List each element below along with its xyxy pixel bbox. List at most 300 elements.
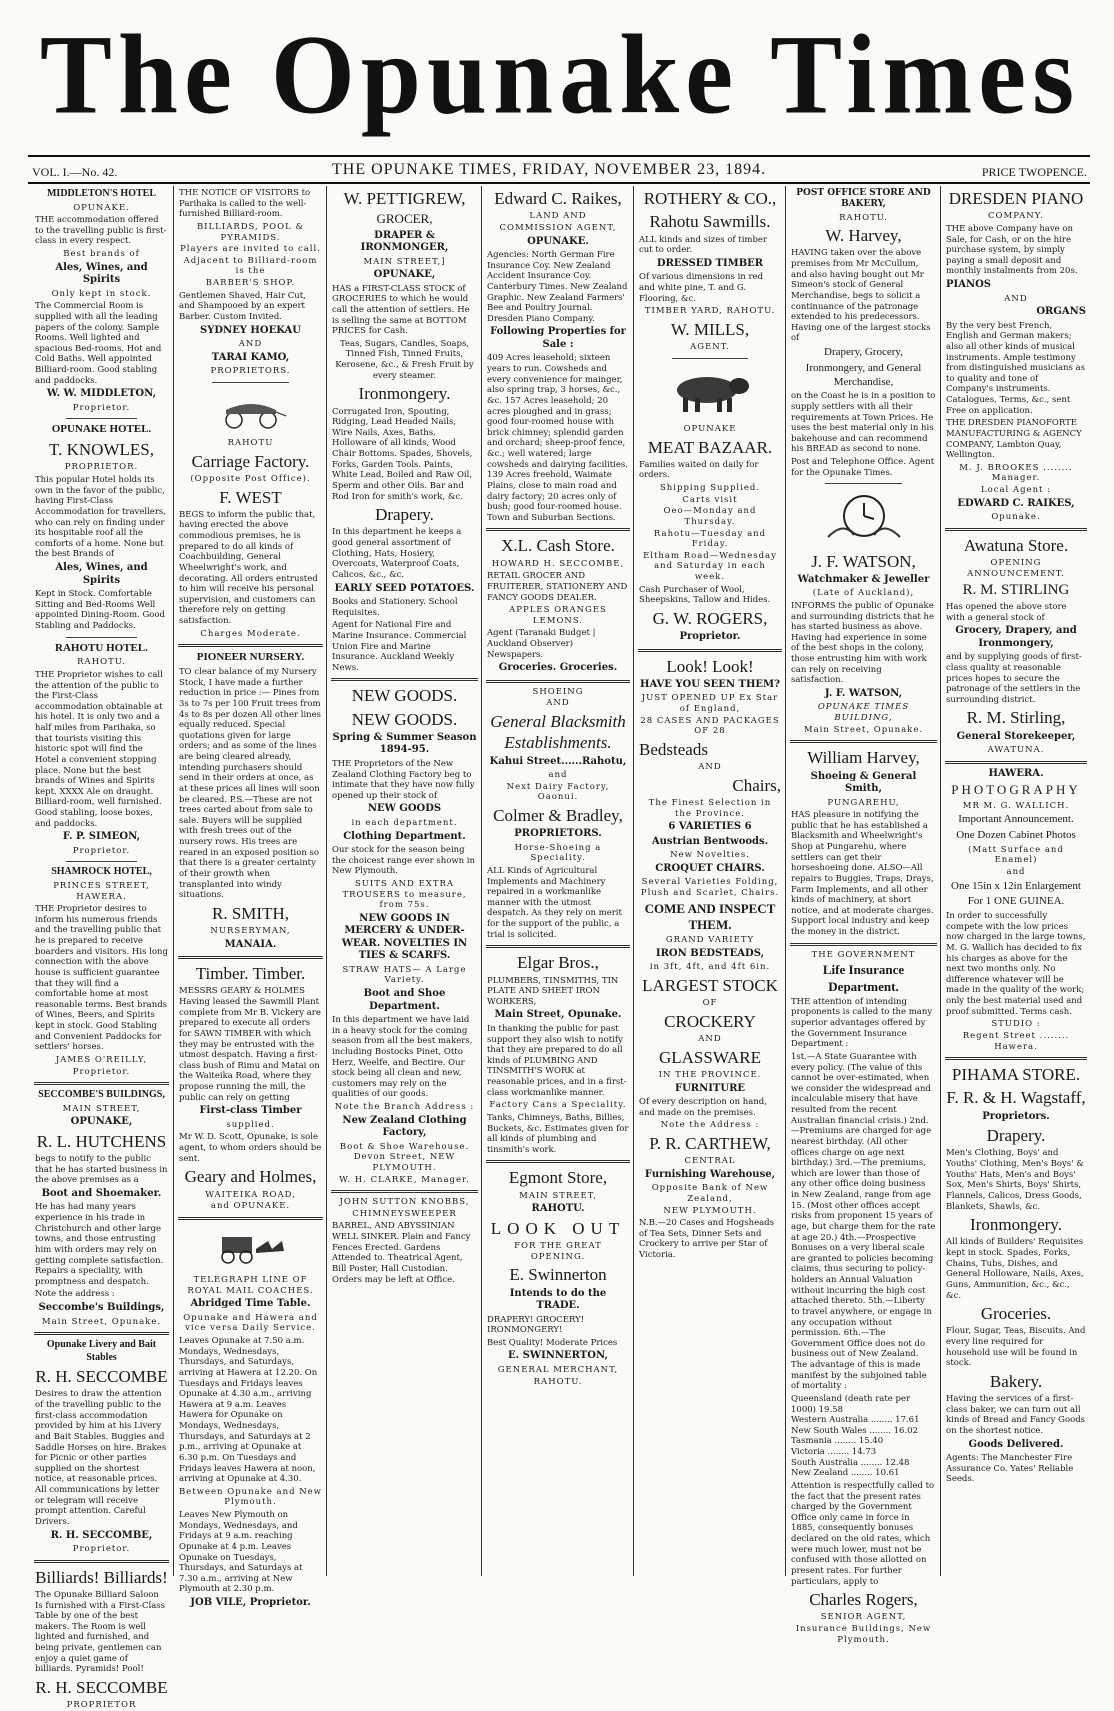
ad-text: CROCKERY (664, 1011, 756, 1031)
ad-subheading: LAND AND (529, 211, 587, 222)
ad-text: CENTRAL (684, 1156, 736, 1167)
ad-body: HAS a FIRST-CLASS STOCK of GROCERIES to which he would call the attention of settlers. He is selling the same at BOTTOM PRICES for Cash. (332, 283, 470, 337)
ad-text: Oeo—Monday and Thursday. (663, 506, 757, 527)
ad-body: THE Proprietors of the New Zealand Clothing Factory beg to intimate that they have now fully opened up their stock of (332, 758, 475, 801)
dateline-rule (28, 182, 1090, 184)
ad-text: and (1006, 866, 1026, 877)
ad-heading: PIONEER NURSERY. (196, 651, 305, 664)
ad-text: Local Agent : (980, 485, 1052, 495)
ad-body: Post and Telephone Office. Agent for the Opunake Times. (791, 457, 935, 478)
columns (30, 186, 1090, 1711)
ad-body: Books and Stationery. School Requisites. (332, 597, 458, 618)
ad-body: BARREL, AND ABYSSINIAN WELL SINKER. Plain and Fancy Fences Erected. Gardens Attended to. Theatrical Agent, Bill Poster, Hall Custodian. Orders may be left at Office. (332, 1221, 471, 1285)
ad-text: PROPRIETOR (66, 1700, 137, 1711)
ad-body: 409 Acres leasehold; sixteen years to run. Cowsheds and every convenience for mainger, also spring trap, 3 horses, &c., &c. 157 Acres leasehold; 20 acres ploughed and in grass; good four-roomed house with brick chimney; splendid garden and orchard; sheep-proof fence, &c.; well watered; large cowsheds and dairying facilities. 139 Acres freehold, Waimate Plains, close to main road and dairy factory; 20 acres only of bush; good four-roomed house. Town and Suburban Sections. (487, 353, 628, 523)
ad-subheading: COMPANY. (988, 211, 1044, 222)
ad-text: Boot & Shoe Warehouse. Devon Street, NEW PLYMOUTH. (339, 1141, 470, 1173)
issue-date: THE OPUNAKE TIMES, FRIDAY, NOVEMBER 23, 1894. (332, 161, 767, 178)
ad-elgar-bros (487, 952, 629, 1155)
ad-signature: EDWARD C. RAIKES, (957, 497, 1075, 509)
ad-heading: Bedsteads (639, 739, 708, 759)
ad-heading: NEW GOODS. (351, 709, 458, 729)
ad-subheading: RAHOTU. (77, 657, 126, 668)
ad-signature: E. SWINNERTON, (508, 1350, 608, 1362)
ad-meat-bazaar (639, 363, 781, 644)
ad-text: Best brands of (63, 249, 140, 259)
ad-heading: General Blacksmith Establishments. (490, 712, 626, 753)
ad-body: Leaves New Plymouth on Mondays, Wednesdays, and Fridays at 9 a.m. reaching Opunake at 4 p.m. Leaves Opunake on Tuesdays, Thursdays, and Saturdays at 7.30 a.m., arriving at New Plymouth at 2.30 p.m. (179, 1510, 303, 1595)
ad-text: M. J. BROOKES ........ Manager. (959, 462, 1073, 484)
ad-watson (791, 488, 936, 735)
ad-signature: W. H. CLARKE, Manager. (339, 1174, 470, 1185)
ad-heading: Chairs, (732, 775, 781, 795)
newspaper-title: The Opunake Times (39, 13, 1081, 138)
ad-pioneer-nursery (179, 651, 322, 951)
divider (945, 528, 1087, 531)
ad-body: Tanks, Chimneys, Baths, Billies, Buckets, &c. Estimates given for all kinds of plumbing and tinsmith's work. (487, 1112, 629, 1155)
divider (638, 649, 782, 652)
ad-subheading: MAIN STREET, (62, 1103, 141, 1114)
ad-heading: OPUNAKE HOTEL. (51, 423, 152, 436)
column-5 (633, 186, 786, 1576)
ad-text: Proprietor. (72, 402, 131, 413)
ad-text: MANAIA. (224, 938, 277, 950)
clock-illustration (824, 491, 904, 541)
ad-signature: J. F. WATSON, (824, 687, 903, 699)
ad-name: W. PETTIGREW, (343, 189, 466, 208)
divider (331, 678, 478, 681)
ad-name: R. L. HUTCHENS (36, 1131, 167, 1151)
ad-shamrock-hotel (35, 866, 168, 1077)
divider (178, 1217, 323, 1220)
ad-subheading: HAWERA. (988, 767, 1044, 779)
mortality-row: New South Wales ........ 16.02 (791, 1425, 918, 1436)
ad-name: William Harvey, (807, 748, 920, 768)
ad-body: Mr W. D. Scott, Opunake, is sole agent, to whom orders should be sent. (179, 1132, 322, 1164)
ad-text: Players are invited to call. (180, 244, 321, 255)
ad-body: THE NOTICE OF VISITORS to Parihaka is called to the well-furnished Billiard-room. (179, 188, 311, 220)
ad-body: N.B.—20 Cases and Hogsheads of Tea Sets, Dinner Sets and Crockery to arrive per Star of Victoria. (639, 1218, 774, 1260)
column-3 (326, 186, 482, 1576)
ad-heading: MIDDLETON'S HOTEL (46, 188, 156, 199)
ad-text: Clothing Department. (343, 830, 466, 842)
ad-body: DRAPERY! GROCERY! IRONMONGERY! (487, 1314, 585, 1336)
ad-body: and by supplying goods of first-class quality at reasonable prices hopes to secure the patronage of the settlers in the surrounding district. (946, 652, 1082, 705)
ad-heading: Ironmongery. (358, 384, 451, 404)
ad-text: EARLY SEED POTATOES. (334, 582, 475, 594)
ad-text: Proprietor. (679, 631, 741, 643)
ad-subheading: OPUNAKE (683, 423, 737, 434)
ad-text: General Storekeeper, (956, 730, 1076, 742)
ad-body: In thanking the public for past support they also wish to notify that they are prepared to do all kinds of PLUMBING AND TINSMITH'S WORK at reasonable prices, and in a first-class workmanlike manner. (487, 1023, 627, 1098)
ad-text: and OPUNAKE. (210, 1201, 291, 1212)
coach-illustration (216, 1227, 286, 1267)
ad-name: T. KNOWLES, (49, 440, 154, 460)
ad-heading: Look! Look! (666, 656, 754, 676)
ad-body: Gentlemen Shaved, Hair Cut, and Shampooed by an expert Barber. Custom Invited. (179, 290, 306, 322)
ad-body: Attention is respectfully called to the fact that the present rates charged by the Government Office only came in force in 1885, consequently bonuses declared on the old rates, which were much lower, must not be confused with those allotted on present rates. For further particulars, apply to (791, 1480, 935, 1587)
divider (34, 1082, 169, 1085)
ad-signature: Geary and Holmes, (184, 1167, 317, 1187)
ad-text: Note the Address : (660, 1120, 760, 1131)
ad-carthew-furniture (639, 656, 781, 1261)
column-6 (785, 186, 941, 1645)
carriage-illustration (216, 390, 286, 430)
ad-subheading: CHIMNEYSWEEPER (352, 1208, 457, 1219)
ad-heading: Carriage Factory. (191, 451, 310, 471)
ad-text: SUITS AND EXTRA TROUSERS to measure, from 75s. (342, 878, 467, 911)
ad-text: CROQUET CHAIRS. (655, 862, 765, 874)
ad-body: Having the services of a first-class baker, we can turn out all kinds of Bread and Fancy Goods on the shortest notice. (946, 1394, 1086, 1436)
ad-body: PLUMBERS, TINSMITHS, TIN PLATE AND SHEET IRON WORKERS, (487, 975, 619, 1007)
ad-text: PROPRIETORS. (210, 366, 291, 377)
ad-body: Cash Purchaser of Wool, Sheepskins, Tallow and Hides. (639, 584, 771, 606)
ad-body: Agents: The Manchester Fire Assurance Co. Yates' Reliable Seeds. (946, 1453, 1074, 1485)
ad-signature: R. H. SECCOMBE (35, 1677, 168, 1697)
ad-body: Men's Clothing, Boys' and Youths' Clothing, Men's Boys' & Youths' Hats, Men's and Boys' Sox, Men's Shirts, Boys' Shirts, Flannels, Calicos, Dress Goods, Blankets, Shawls, &c. (946, 1148, 1084, 1212)
ad-heading: SECCOMBE'S BUILDINGS, (38, 1089, 165, 1101)
ad-text: OPUNAKE TIMES BUILDING, (817, 702, 910, 723)
ad-egmont-store (487, 1167, 629, 1387)
ad-heading: Following Properties for Sale : (490, 326, 626, 350)
price: PRICE TWOPENCE. (981, 165, 1087, 179)
divider (66, 637, 138, 638)
ad-subheading: RAHOTU (227, 438, 274, 448)
ad-text: LARGEST STOCK (642, 975, 778, 995)
ad-text: Charges Moderate. (200, 628, 301, 639)
ad-name: F. R. & H. Wagstaff, (946, 1088, 1086, 1108)
ad-text: Note the Branch Address : (334, 1102, 475, 1112)
ad-text: NEW GOODS IN MERCERY & UNDER-WEAR. NOVELTIES IN TIES & SCARFS. (341, 912, 468, 962)
ad-subheading: PROPRIETOR. (64, 462, 139, 473)
ad-subheading: RAHOTU. (531, 1203, 585, 1215)
divider (66, 861, 138, 862)
ad-subheading: (Opposite Post Office). (190, 473, 311, 484)
divider (212, 382, 289, 383)
ad-post-office-store (791, 188, 936, 478)
ad-text: 6 VARIETIES 6 (668, 821, 752, 833)
ad-heading: DRESDEN PIANO (948, 189, 1084, 208)
ad-text: Factory Cans a Speciality. (489, 1100, 627, 1111)
ad-new-goods (332, 685, 477, 1185)
ad-list: Teas, Sugars, Candles, Soaps, Tinned Fish, Tinned Fruits, Kerosene, &c., & Fresh Fruit by every steamer. (335, 338, 474, 381)
ad-subheading: GROCER, (376, 211, 433, 227)
ad-text: Seccombe's Buildings, (38, 1302, 165, 1313)
ad-heading: Timber. Timber. (195, 964, 306, 984)
ad-text: in 3ft, 4ft, and 4ft 6in. (649, 962, 771, 973)
ad-blacksmith (487, 687, 629, 941)
ad-body: HAVING taken over the above premises from Mr McCullum, and also having bought out Mr Simeon's stock of General Merchandise, begs to solicit a continuance of the patronage extended to his predecessors. Having one of the largest stocks of (791, 248, 931, 344)
ad-body: By the very best French, English and German makers; also all other kinds of musical instruments. Ample testimony from distinguished musicians as to quality and tone of Company's instruments. Catalogues, Terms, &c., sent Free on application. (946, 320, 1085, 416)
ad-subheading: Main Street, Opunake. (494, 1009, 622, 1021)
ad-text: AND (698, 762, 722, 773)
ad-body: He has had many years experience in his trade in Christchurch and other large towns, and those entrusting him with orders may rely on getting complete satisfaction. Repairs a speciality, with promptness and despatch. (35, 1202, 164, 1287)
ad-heading: Life Insurance Department. (822, 962, 905, 994)
ad-text: ORGANS (1036, 306, 1086, 318)
ad-body: THE above Company have on Sale, for Cash, or on the hire purchase system, by simply paying a small deposit and monthly instalments from 20s. (946, 223, 1078, 277)
ad-signature: TARAI KAMO, (211, 351, 290, 363)
ad-body: begs to notify to the public that he has started business in the above premises as a (35, 1154, 168, 1186)
ad-text: TIMBER YARD, RAHOTU. (644, 306, 776, 317)
ad-text: Proprietor. (72, 845, 131, 856)
ad-text: Main Street, Opunake. (803, 724, 924, 735)
ad-billiards (35, 1567, 168, 1711)
ad-text: Eltham Road—Wednesday and Saturday in each week. (643, 550, 777, 582)
ad-heading: X.L. Cash Store. (501, 536, 615, 556)
ad-heading: Abridged Time Table. (190, 1298, 311, 1310)
ad-subheading: MAIN STREET, (519, 1190, 597, 1201)
ad-text: and (548, 770, 568, 780)
ad-text: Ales, Wines, and Spirits (55, 562, 148, 586)
ad-text: Furnishing Warehouse, (644, 1168, 776, 1180)
ad-text: Note the address : (35, 1289, 115, 1300)
divider (178, 956, 323, 959)
ad-signature: F. P. SIMEON, (62, 831, 141, 843)
ad-heading: SHAMROCK HOTEL, (51, 866, 152, 878)
mortality-row: Western Australia ........ 17.61 (791, 1415, 920, 1426)
ad-signature: R. M. Stirling, (966, 708, 1066, 728)
ad-subheading: RAHOTU. (839, 212, 888, 223)
ad-body: Agent (Taranaki Budget | Auckland Observer) Newspapers. (487, 628, 596, 660)
ad-mail-coaches (179, 1224, 322, 1610)
ad-text: New Novelties. (670, 850, 750, 861)
ad-text: Several Varieties Folding, Plush and Scarlet, Chairs. (640, 877, 780, 898)
divider (66, 418, 138, 419)
ad-text: Ironmongery, and General Merchandise, (805, 361, 922, 388)
ad-body: Our stock for the season being the choicest range ever shown in New Plymouth. (332, 845, 475, 877)
ad-body: THE Proprietor desires to inform his numerous friends and the travelling public that he is prepared to receive boarders and visitors. His long connection with the above house is sufficient guarantee that they will find a comfortable home at most reasonable terms. Best brands of Wines, Beers, and Spirits kept in stock. Good Stabling and Convenient Paddocks for settlers' horses. (35, 904, 168, 1053)
ad-text: Grocery, Drapery, and Ironmongery, (955, 625, 1077, 649)
ad-heading: Opunake Livery and Bait Stables (46, 1339, 157, 1363)
ad-william-harvey (791, 747, 936, 937)
ad-signature: PROPRIETORS. (514, 828, 602, 840)
ad-subheading: COMMISSION AGENT, (499, 222, 617, 233)
ad-subheading: DRAPER & IRONMONGER, (360, 229, 449, 253)
ad-text: IRON BEDSTEADS, (655, 947, 765, 959)
ad-signature: JOB VILE, Proprietor. (190, 1597, 311, 1608)
divider (34, 1332, 169, 1335)
ad-text: Opposite Bank of New Zealand, (651, 1183, 769, 1204)
ad-name: ROTHERY & CO., (643, 189, 777, 208)
ad-livery-stables (35, 1339, 168, 1555)
ad-text: BARBER'S SHOP. (205, 278, 296, 288)
divider (486, 1160, 630, 1163)
ad-subheading: PUNGAREHU, (827, 797, 900, 808)
mortality-row: Tasmania ........ 15.40 (791, 1436, 884, 1447)
ad-body: THE DRESDEN PIANOFORTE MANUFACTURING & AGENCY COMPANY, Lambton Quay, Wellington. (946, 418, 1082, 461)
ad-signature: G. W. ROGERS, (652, 608, 768, 628)
ad-subheading: Spring & Summer Season 1894-95. (332, 731, 477, 756)
ad-text: GLASSWARE (658, 1047, 761, 1067)
ad-body: Leaves Opunake at 7.50 a.m. Mondays, Wednesdays, Thursdays, and Saturdays, arriving at Hawera at 12.20. On Tuesdays and Fridays leaves Opunake at 4.30 a.m., arriving Hawera at 9 a.m. Leaves Hawera for Opunake on Mondays, Wednesdays, Thursdays, and Saturdays at 2 p.m., arriving at Opunake at 6.30 p.m. On Tuesdays and Fridays leaves Hawera at noon, arriving at Opunake at 4.30. (179, 1336, 318, 1485)
ad-text: Regent Street ........ Hawera. (962, 1030, 1070, 1052)
ad-heading: NEW GOODS. (351, 686, 458, 706)
ad-heading: POST OFFICE STORE AND BAKERY, (796, 188, 931, 210)
ad-dresden-piano (946, 188, 1086, 523)
ad-body: In this department he keeps a good general assortment of Clothing, Hats, Hosiery, Overcoats, Waterproof Coats, Calicos, &c., &c. (332, 527, 462, 580)
column-7 (940, 186, 1091, 1576)
ad-name: W. Harvey, (825, 226, 902, 246)
ad-text: Intends to do the TRADE. (509, 1287, 607, 1311)
ad-body: This popular Hotel holds its own in the favor of the public, having First-Class Accommodation for travellers, who can rely on finding under its hospitable roof all the comforts of a home. None but the best Brands of (35, 475, 166, 560)
ad-text: in each department. (351, 817, 458, 828)
ad-text: OF (702, 998, 718, 1009)
ad-timber (179, 963, 322, 1212)
ad-heading: Drapery. (986, 1126, 1046, 1146)
ad-subheading: HAVE YOU SEEN THEM? (640, 678, 780, 690)
divider (945, 761, 1087, 764)
divider (486, 945, 630, 948)
ad-subheading: THE GOVERNMENT (811, 949, 916, 960)
ad-body: Families waited on daily for orders. (639, 459, 759, 481)
ad-text: STRAW HATS— A Large Variety. (342, 964, 467, 986)
ad-text: AWATUNA. (987, 745, 1045, 756)
ad-subheading: OPUNAKE. (527, 235, 589, 247)
bull-illustration (665, 366, 755, 416)
ad-heading: SHOEING (532, 686, 584, 697)
divider (945, 1057, 1087, 1060)
ad-name: J. F. WATSON, (811, 551, 916, 571)
ad-text: Proprietor. (72, 1066, 131, 1077)
ad-text: Austrian Bentwoods. (651, 835, 769, 847)
ad-heading: Ironmongery. (970, 1215, 1062, 1235)
ad-name: R. M. STIRLING (962, 582, 1070, 599)
ad-subheading: OPENING ANNOUNCEMENT. (967, 558, 1065, 579)
ad-text: AGENT. (690, 342, 730, 352)
ad-signature: R. SMITH, (212, 903, 289, 923)
ad-list: Agencies: North German Fire Insurance Coy. New Zealand Accident Insurance Coy. Canterbury Times. New Zealand Graphic. New Zealand Farmers' Bee and Poultry Journal. Dresden Piano Company. (487, 250, 628, 324)
ad-body: ALL Kinds of Agricultural Implements and Machinery repaired in a workmanlike manner with the utmost despatch. As they rely on merit for the support of the public, a trial is solicited. (487, 865, 622, 940)
ad-signature: P. R. CARTHEW, (649, 1133, 771, 1153)
mortality-row: New Zealand ........ 10.61 (791, 1468, 900, 1479)
ad-text: AND (238, 339, 263, 349)
ad-subheading: Watchmaker & Jeweller (797, 573, 930, 585)
ad-text: Drapery, Grocery, (824, 346, 903, 358)
ad-awatuna-store (946, 535, 1086, 756)
ad-body: Of various dimensions in red and white pine, T. and G. Flooring, &c. (639, 272, 764, 304)
ad-subheading: Between Opunake and New Plymouth. (179, 1486, 322, 1508)
ad-body: RETAIL GROCER AND FRUITERER, STATIONERY AND FANCY GOODS DEALER. (487, 571, 628, 603)
ad-text: NEW PLYMOUTH. (663, 1205, 757, 1216)
ad-text: New Zealand Clothing Factory, (342, 1114, 467, 1139)
mortality-row: Victoria ........ 14.73 (791, 1447, 877, 1457)
ad-body: MESSRS GEARY & HOLMES Having leased the Sawmill Plant complete from Mr B. Vickery are prepared to execute all orders for SAWN TIMBER with which they may be entrusted with the utmost despatch. Having a first-class bush of Rimu and Matai on the Waiteika Road, where they propose running the mill, the public can rely on getting (179, 986, 321, 1103)
ad-subheading: Kahui Street......Rahotu, (489, 755, 627, 767)
ad-rahotu-hotel (35, 642, 168, 857)
ad-name: HOWARD H. SECCOMBE, (491, 558, 625, 569)
ad-text: Rahotu—Tuesday and Friday. (653, 528, 767, 550)
ad-heading: LOOK OUT (490, 1218, 626, 1238)
ad-text: STUDIO : (991, 1019, 1041, 1030)
divider (34, 1560, 169, 1563)
ad-text: Main Street, Opunake. (41, 1316, 162, 1327)
ad-text: JUST OPENED UP Ex Star of England, (641, 693, 779, 714)
ad-signature: JAMES O'REILLY, (55, 1054, 148, 1065)
ad-heading: MEAT BAZAAR. (647, 437, 773, 457)
ad-text: IN THE PROVINCE. (658, 1069, 762, 1080)
ad-text: Proprietor. (72, 1544, 131, 1554)
ad-text: Insurance Buildings, New Plymouth. (795, 1624, 932, 1645)
ad-subheading: Opunake and Hawera and vice versa Daily Service. (183, 1312, 318, 1334)
ad-signature: Charles Rogers, (809, 1590, 918, 1610)
ad-text: BILLIARDS, POOL & PYRAMIDS. (196, 221, 305, 243)
ad-body: Best Quality! Moderate Prices (487, 1337, 618, 1348)
ad-body: Flour, Sugar, Teas, Biscuits. And every line required for household use will be found in stock. (946, 1326, 1086, 1369)
ad-signature: W. W. MIDDLETON, (46, 388, 157, 400)
ad-opunake-hotel (35, 423, 168, 631)
ad-text: NURSERYMAN, (210, 926, 291, 936)
ad-body: The Commercial Room is supplied with all the leading papers of the colony. Sample Rooms. Well lighted and spacious Bed-rooms. Hot and Cold Baths. Well appointed Billiard-room. Good stabling and paddocks. (35, 301, 162, 386)
ad-body: All kinds of Builders' Requisites kept in stock. Spades, Forks, Chains, Tubs, Dishes, and General Holloware, Nails, Axes, Guns, Ammunition, &c., &c., &c. (946, 1237, 1084, 1301)
ad-subheading: OPUNAKE, (70, 1116, 133, 1128)
ad-body: Desires to draw the attention of the travelling public to the first-class accommodation provided by him at his Livery and Bait Stables. Buggies and Saddle Horses on hire. Brakes for Picnic or other parties supplied on the shortest notice, at reasonable prices. All communications by letter or telegram will receive prompt attention. Careful Drivers. (35, 1389, 167, 1527)
ad-text: WAITEIKA ROAD, (205, 1189, 296, 1200)
column-2 (173, 186, 327, 1608)
ad-heading: PHOTOGRAPHY (951, 782, 1081, 798)
ad-body: Corrugated Iron, Spouting, Ridging, Lead Headed Nails, Wire Nails, Axes, Baths. Holloware of all kinds, Wood Chair Bottoms. Spades, Shovels, Forks, Garden Tools. Paints, White Lead, Boiled and Raw Oil, Sperm and other Oils. Bar and Rod Iron for smith's work, &c. (332, 406, 473, 502)
ad-heading: PIHAMA STORE. (951, 1065, 1081, 1085)
ad-text: PIANOS (946, 279, 992, 290)
divider (331, 1190, 478, 1193)
ad-chimney-sweeper (332, 1197, 477, 1285)
ad-text: GENERAL MERCHANT, (497, 1364, 619, 1375)
ad-body: In this department we have laid in a heavy stock for the coming season from all the best makers, including Bostocks Pinet, Otto Herz, Weelfe, and Bectire. Our stock being all clean and new, customers may rely on the qualities of our goods. (332, 1015, 473, 1100)
column-4 (481, 186, 634, 1576)
ad-subheading: MAIN STREET,] (363, 256, 446, 267)
divider (486, 528, 630, 531)
ad-body: Of every description on hand, and made on the premises. (639, 1097, 767, 1118)
ad-name: R. H. SECCOMBE (35, 1367, 168, 1387)
ad-body: INFORMS the public of Opunake and surrounding districts that he has started business as above. Having had experience in some of the best shops in the colony, those entrusting him with work can rely on receiving satisfaction. (791, 600, 935, 686)
ad-body: THE attention of intending proponents is called to the many superior advantages offered by the Government Insurance Department : (791, 996, 933, 1050)
ad-xl-cash-store (487, 535, 629, 674)
ad-text: SENIOR AGENT, (820, 1612, 907, 1623)
mortality-row: South Australia ........ 12.48 (791, 1457, 910, 1468)
ad-name: Colmer & Bradley, (493, 805, 623, 825)
ad-text: COME AND INSPECT THEM. (644, 900, 776, 932)
ad-text: One 15in x 12in Enlargement (951, 879, 1081, 892)
ad-body: BEGS to inform the public that, having erected the above commodious premises, he is prepared to do all kinds of Coachbuilding, General Wheelwright's work, and decorating. All orders entrusted to him will receive his personal supervision, and customers can therefore rely on getting satisfaction. (179, 509, 318, 626)
ad-life-insurance (791, 950, 936, 1646)
ad-text: AND (698, 1034, 722, 1044)
ad-heading: Billiards! Billiards! (35, 1567, 168, 1587)
ad-subheading: Next Dairy Factory, Oaonui. (506, 781, 610, 803)
ad-body: Kept in Stock. Comfortable Sitting and Bed-Rooms Well appointed Dining-Room. Good Stabling and Paddocks. (35, 589, 165, 631)
ad-subheading: Shoeing & General Smith, (810, 770, 917, 794)
ad-body: on the Coast he is in a position to supply settlers with all their requirements at Town Prices. He uses the best material only in his bakehouse and can recommend his BREAD as second to none. (791, 391, 936, 455)
ad-text: 28 CASES AND PACKAGES OF 28 (640, 715, 780, 737)
ad-parihaka-billiards (179, 188, 322, 377)
divider (178, 644, 323, 647)
ad-heading: RAHOTU HOTEL. (55, 641, 148, 654)
ad-text: First-class Timber (199, 1105, 302, 1117)
ad-subheading: Proprietors. (982, 1110, 1050, 1122)
ad-text: AND (1004, 293, 1028, 304)
ad-wallich-photography (946, 768, 1086, 1052)
ad-subheading: TELEGRAPH LINE OF ROYAL MAIL COACHES. (187, 1275, 314, 1296)
ad-name: Edward C. Raikes, (494, 189, 622, 208)
ad-body: Has opened the above store with a general stock of (946, 602, 1067, 623)
ad-name: Egmont Store, (508, 1168, 608, 1188)
dateline (32, 163, 1087, 181)
ad-text: AND (546, 698, 570, 709)
ad-heading: Awatuna Store. (963, 535, 1069, 555)
ad-text: GRAND VARIETY (665, 935, 755, 946)
divider (790, 740, 937, 743)
mortality-table (791, 1394, 936, 1479)
ad-body: HAS pleasure in notifying the public that he has established a Blacksmith and Wheelwright's Shop at Pungarehu, where settlers can get their horseshoeing done. ALSO—All repairs to Buggies, Traps, Drays, Farm Implements, and all other kinds of machinery, at short notice, and at moderate charges. Support local industry and keep the money in the district. (791, 810, 934, 937)
ad-subheading: (Late of Auckland), (812, 588, 915, 599)
